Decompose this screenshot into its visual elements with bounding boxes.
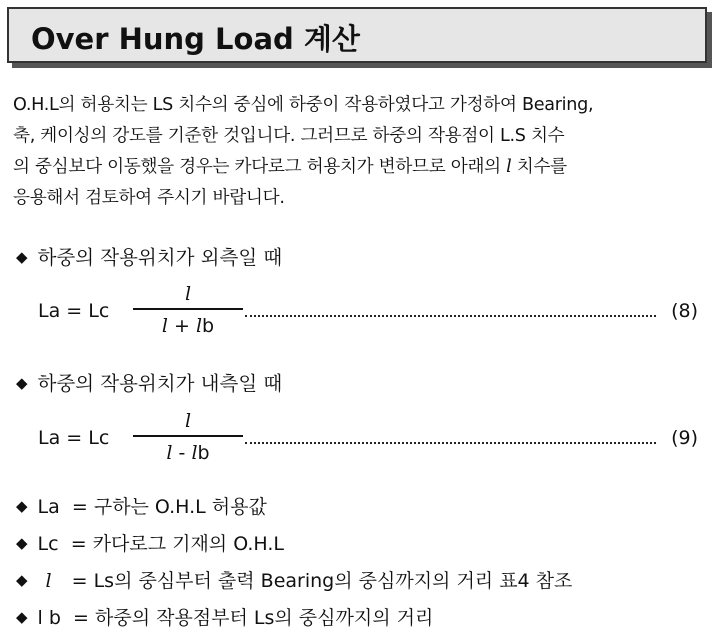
fraction-numerator: l (184, 283, 192, 305)
legend-symbol: Lc (37, 533, 59, 555)
legend-text: = Ls의 중심부터 출력 Bearing의 중심까지의 거리 표4 참조 (71, 570, 573, 592)
legend-symbol: l b (37, 607, 61, 629)
legend-text: = 구하는 O.H.L 허용값 (71, 496, 267, 518)
formula-fraction (133, 282, 243, 338)
fraction-bar (133, 435, 243, 437)
intro-line-3: 의 중심보다 이동했을 경우는 카다로그 허용치가 변하므로 아래의 l 치수를 (13, 157, 567, 177)
dot-leader (245, 315, 656, 317)
section-heading-outside: ◆ 하중의 작용위치가 외측일 때 (16, 246, 283, 269)
diamond-bullet-icon: ◆ (16, 534, 28, 552)
legend-text: = 하중의 작용점부터 Ls의 중심까지의 거리 (73, 607, 434, 629)
legend-item-lb (16, 603, 433, 630)
fraction-denominator: l - lb (166, 442, 210, 464)
diamond-bullet-icon: ◆ (16, 608, 28, 626)
formula-fraction (133, 409, 243, 465)
legend-item-lc (16, 529, 284, 556)
formula-9 (38, 409, 698, 469)
intro-paragraph (13, 90, 713, 214)
legend-item-l (16, 566, 572, 593)
diamond-bullet-icon: ◆ (16, 571, 28, 589)
legend-symbol: La (37, 496, 60, 518)
formula-8 (38, 282, 698, 342)
fraction-bar (133, 308, 243, 310)
diamond-bullet-icon: ◆ (16, 374, 28, 392)
title-box (7, 7, 707, 63)
diamond-bullet-icon: ◆ (16, 248, 28, 266)
dot-leader (245, 442, 656, 444)
legend-item-la (16, 492, 267, 519)
fraction-denominator: l + lb (161, 315, 215, 337)
page-title: Over Hung Load 계산 (31, 22, 360, 56)
diamond-bullet-icon: ◆ (16, 497, 28, 515)
intro-line-2: 축, 케이싱의 강도를 기준한 것입니다. 그러므로 하중의 작용점이 L.S 치수 (13, 126, 565, 146)
intro-line-1: O.H.L의 허용치는 LS 치수의 중심에 하중이 작용하였다고 가정하여 Bearing, (13, 95, 594, 115)
equation-number: (8) (671, 300, 698, 322)
formula-lhs: La = Lc (38, 300, 110, 322)
legend-text: = 카다로그 기재의 O.H.L (70, 533, 285, 555)
formula-lhs: La = Lc (38, 427, 110, 449)
intro-line-4: 응용해서 검토하여 주시기 바랍니다. (13, 188, 285, 208)
legend-symbol: l (45, 570, 52, 592)
fraction-numerator: l (184, 410, 192, 432)
l-variable: l (506, 157, 512, 177)
equation-number: (9) (671, 427, 698, 449)
section-heading-inside: ◆ 하중의 작용위치가 내측일 때 (16, 372, 283, 395)
